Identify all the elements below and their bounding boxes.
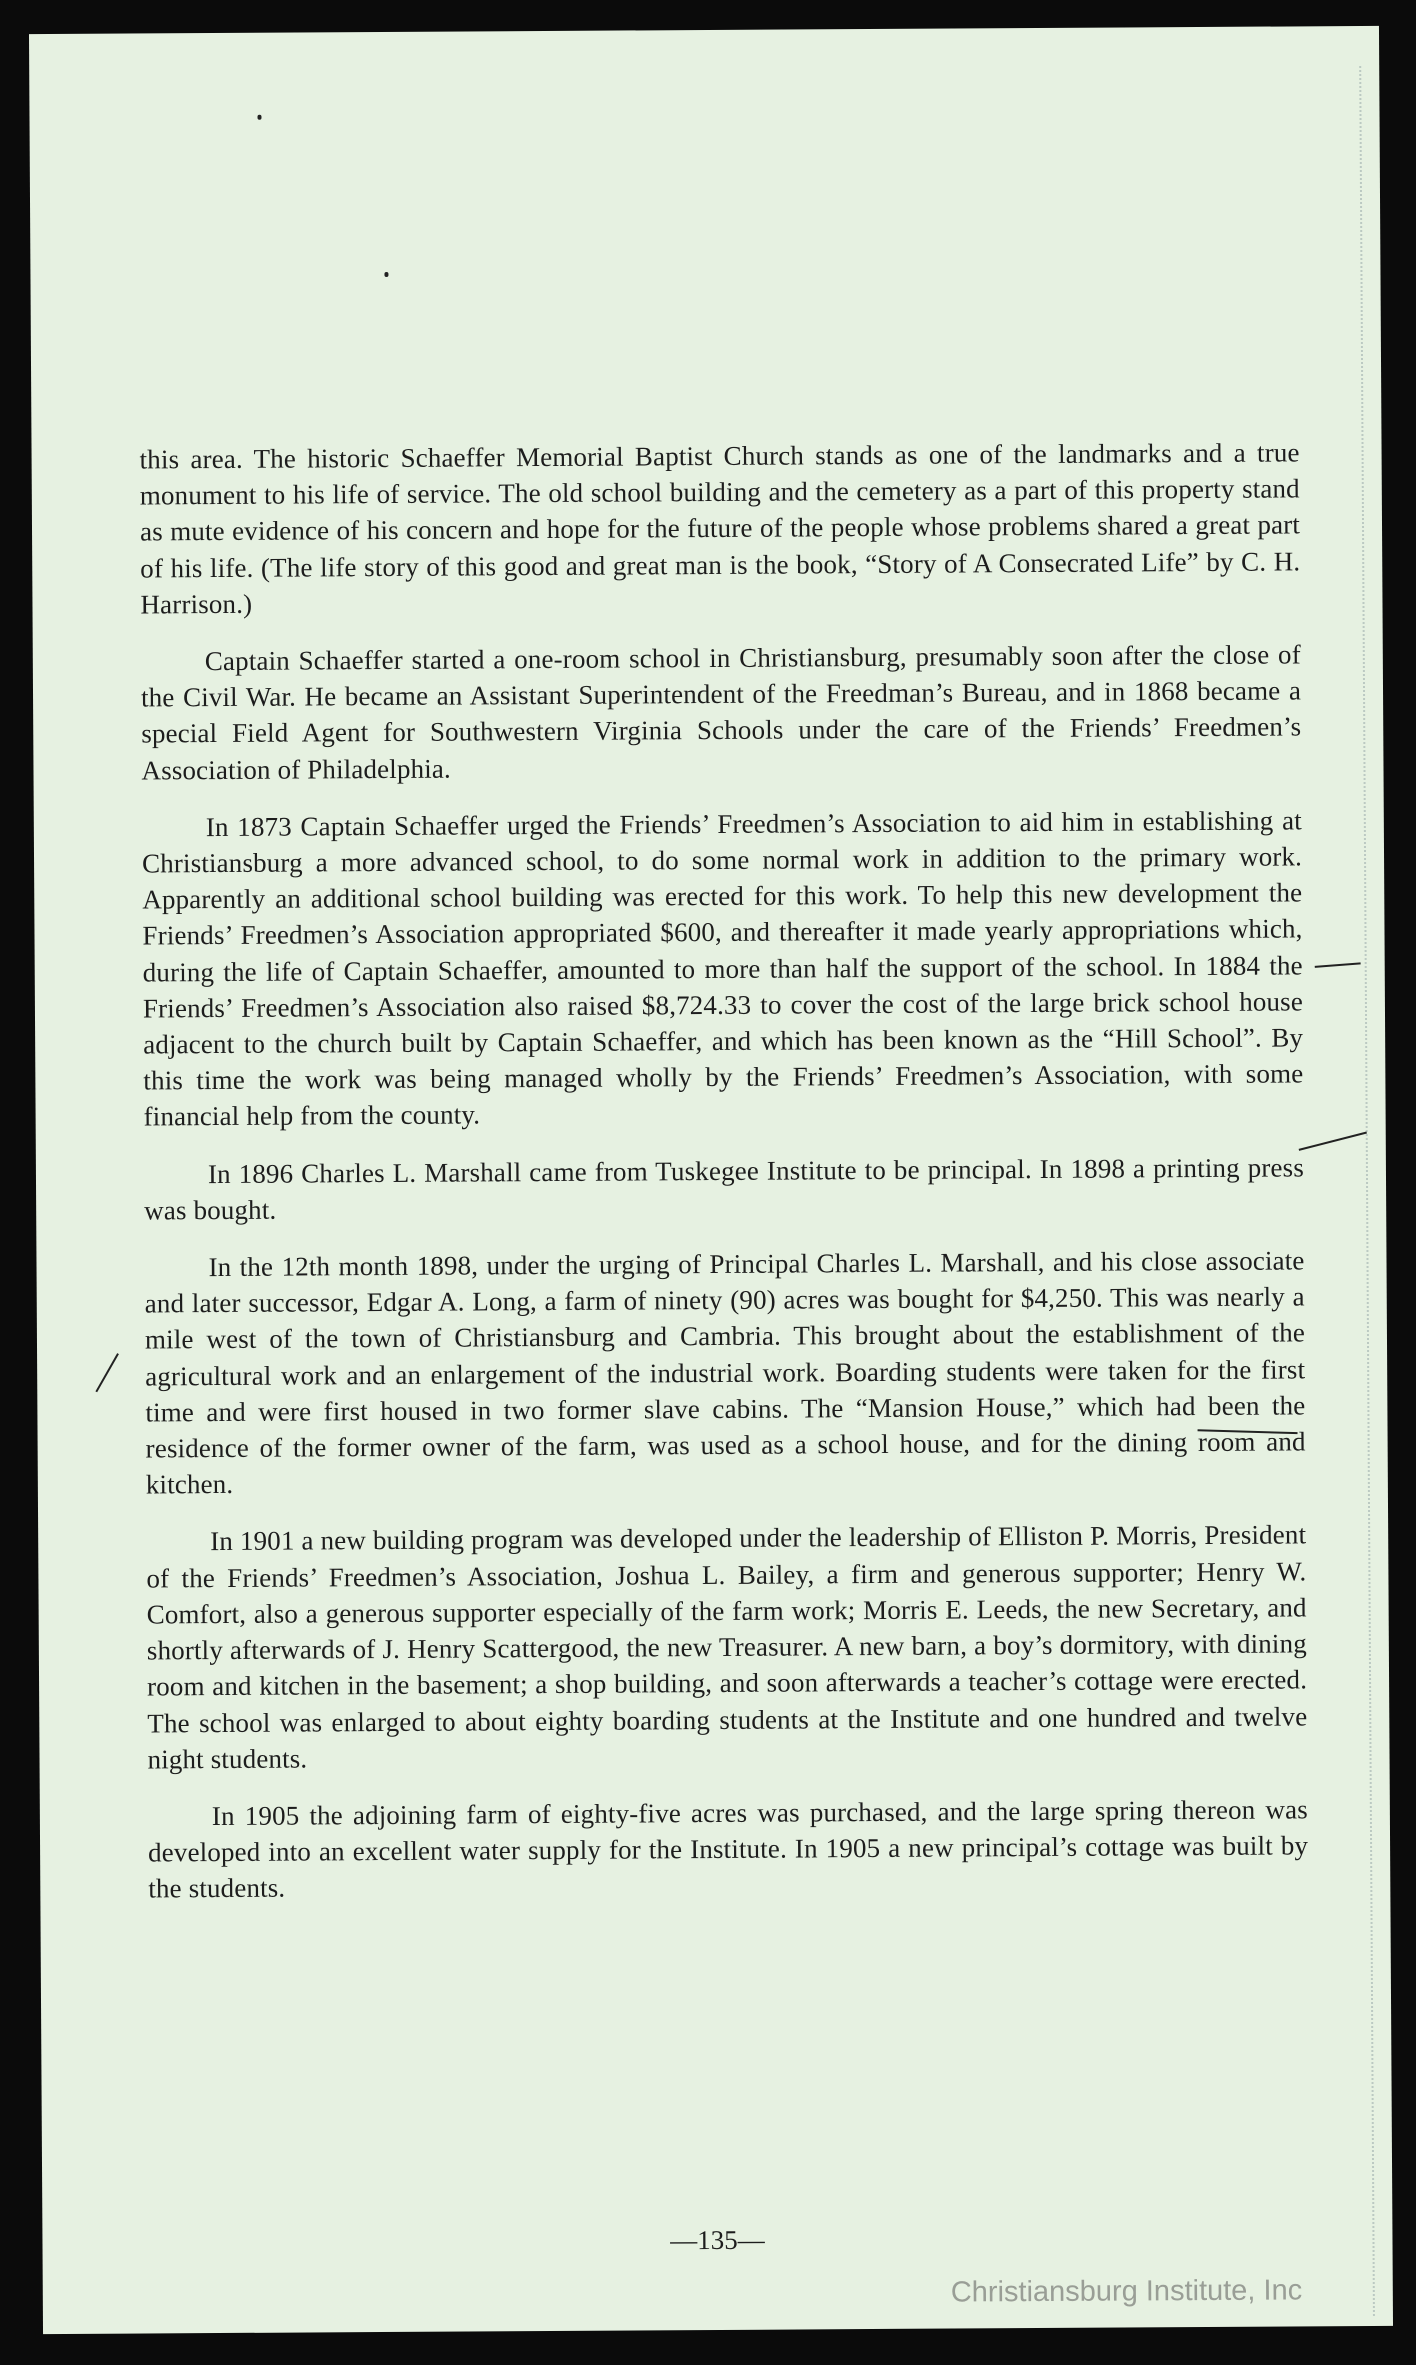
watermark: Christiansburg Institute, Inc xyxy=(950,2274,1303,2309)
ink-speck xyxy=(257,115,261,120)
paragraph-7: In 1905 the adjoining farm of eighty-five acres was purchased, and the large spring thereon was developed into an excellent water supply for the Institute. In 1905 a new principal’s cottage was built by the students. xyxy=(148,1794,1309,1904)
paragraph-4: In 1896 Charles L. Marshall came from Tuskegee Institute to be principal. In 1898 a printing press was bought. xyxy=(144,1152,1305,1226)
page-number: —135— xyxy=(670,2224,765,2256)
paragraph-2: Captain Schaeffer started a one-room school in Christiansburg, presumably soon after the close of the Civil War. He became an Assistant Superintendent of the Freedman’s Bureau, and in 1868 became a special Field Agent for Southwestern Virginia Schools under the care of the Friends’ Freedmen’s Association of Philadelphia. xyxy=(140,639,1302,786)
document-page xyxy=(29,26,1393,2334)
check-mark xyxy=(95,1353,119,1392)
paragraph-1: this area. The historic Schaeffer Memorial Baptist Church stands as one of the landmarks and a true monument to his life of service. The old school building and the cemetery as a part of this property stand as mute evidence of his concern and hope for the future of the people whose problems shared a great part of his life. (The life story of this good and great man is the book, “Story of A Consecrated Life” by C. H. Harrison.) xyxy=(139,437,1301,620)
paragraph-6: In 1901 a new building program was developed under the leadership of Elliston P. Morris, President of the Friends’ Freedmen’s Association, Joshua L. Bailey, a firm and generous supporter; Henry W. Comfort, also a generous supporter especially of the farm work; Morris E. Leeds, the new Secretary, and shortly afterwards of J. Henry Scattergood, the new Treasurer. A new barn, a boy’s dormitory, with dining room and kitchen in the basement; a shop building, and soon afterwards a teacher’s cottage were erected. The school was enlarged to about eighty boarding students at the Institute and one hundred and twelve night students. xyxy=(146,1519,1308,1775)
page-edge-tear xyxy=(1333,66,1375,2316)
paragraph-5: In the 12th month 1898, under the urging of Principal Charles L. Marshall, and his close associate and later successor, Edgar A. Long, a farm of ninety (90) acres was bought for $4,250. This was nearly a mile west of the town of Christiansburg and Cambria. This brought about the establishment of the agricultural work and an enlargement of the industrial work. Boarding students were taken for the first time and were first housed in two former slave cabins. The “Mansion House,” which had been the residence of the former owner of the farm, was used as a school house, and for the dining room and kitchen. xyxy=(144,1245,1306,1500)
paragraph-3: In 1873 Captain Schaeffer urged the Friends’ Freedmen’s Association to aid him in establishing at Christiansburg a more advanced school, to do some normal work in addition to the primary work. Apparently an additional school building was erected for this work. To help this new development the Friends’ Freedmen’s Association appropriated $600, and thereafter it made yearly appropriations which, during the life of Captain Schaeffer, amounted to more than half the support of the school. In 1884 the Friends’ Freedmen’s Association also raised $8,724.33 to cover the cost of the large brick school house adjacent to the church built by Captain Schaeffer, and which has been known as the “Hill School”. By this time the work was being managed wholly by the Friends’ Freedmen’s Association, with some financial help from the county. xyxy=(141,805,1304,1132)
body-text xyxy=(139,434,1308,1928)
ink-speck xyxy=(384,272,388,277)
